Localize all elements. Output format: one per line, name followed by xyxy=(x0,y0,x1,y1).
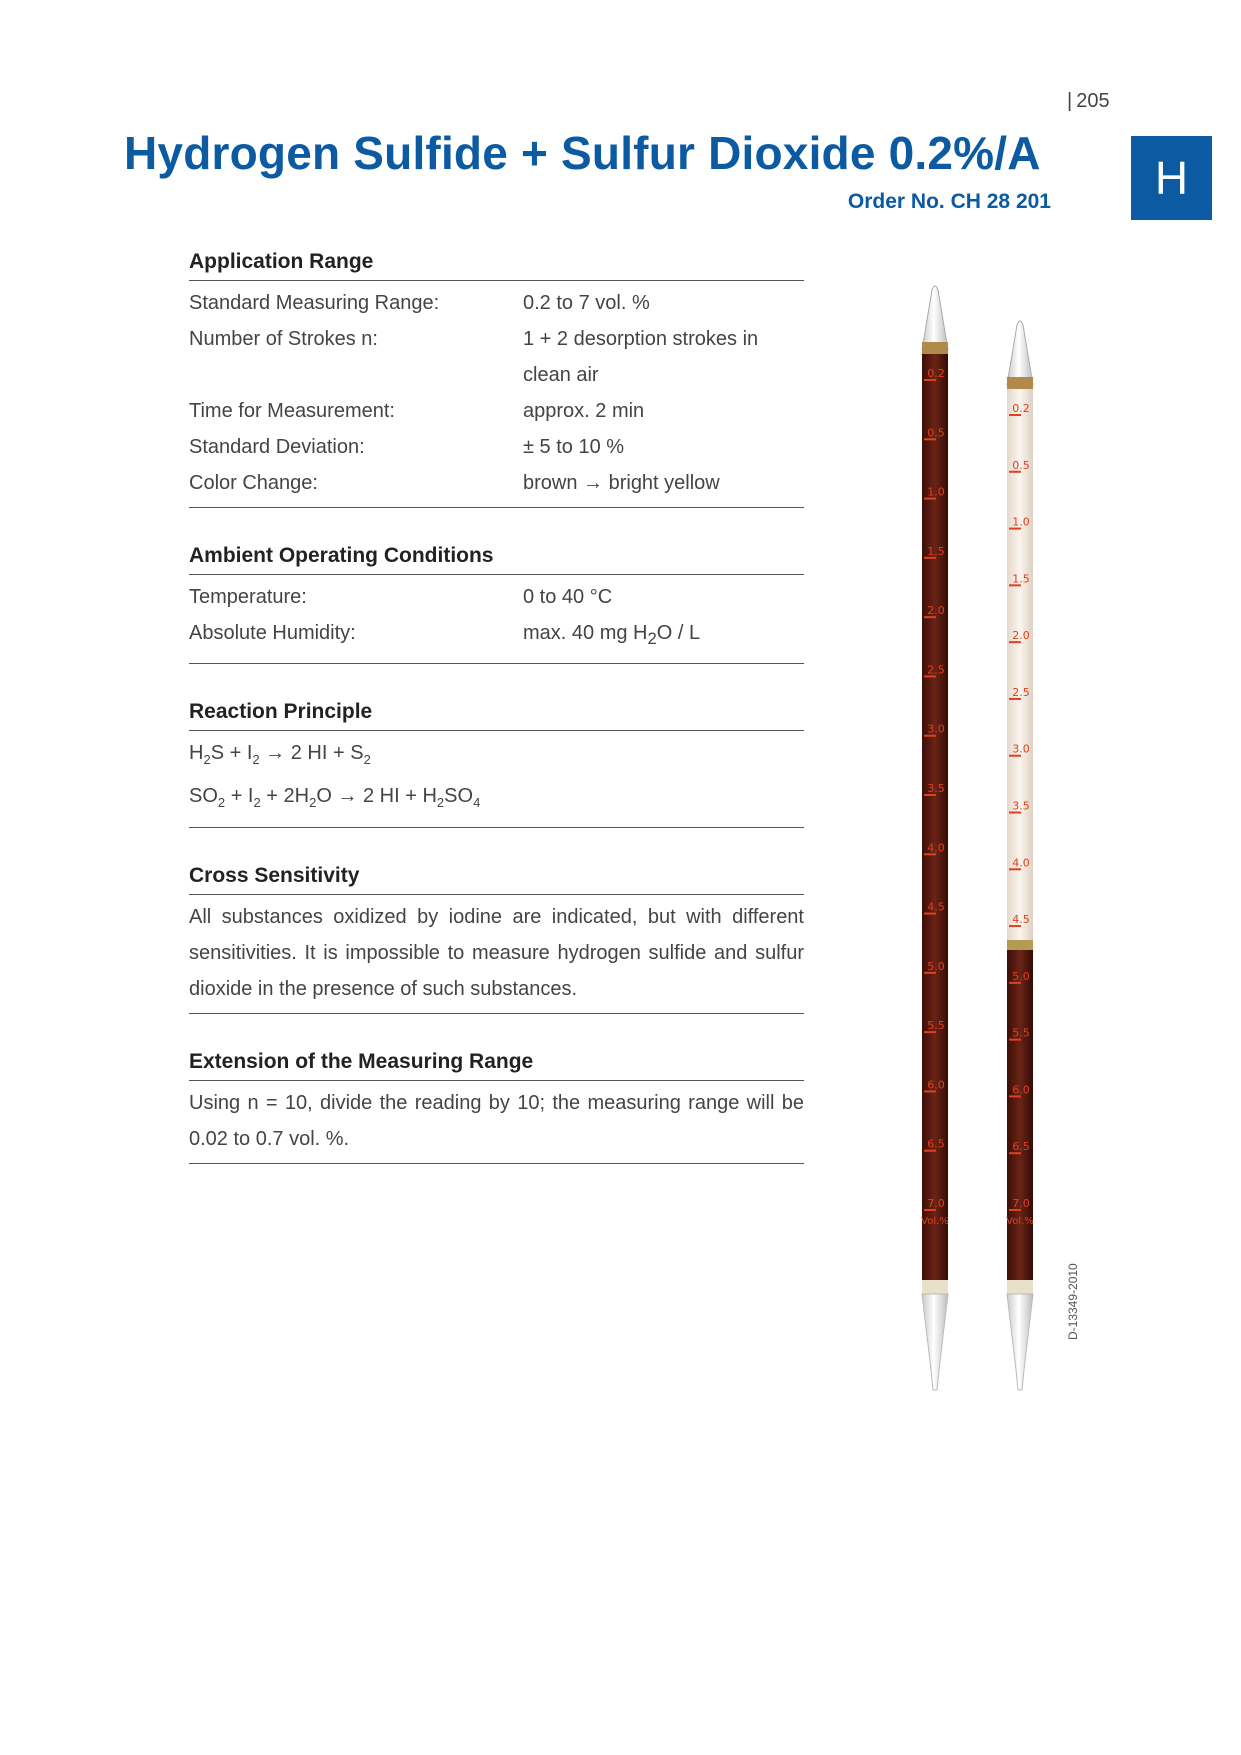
tube-tip xyxy=(1007,1294,1033,1390)
section-heading: Extension of the Measuring Range xyxy=(189,1050,804,1081)
tube-band xyxy=(922,342,948,354)
formula-subscript: 2 xyxy=(309,795,317,810)
tube-tip xyxy=(922,1294,948,1390)
scale-label: 4.0 xyxy=(927,841,945,855)
order-number: Order No. CH 28 201 xyxy=(847,190,1051,213)
detector-tubes-image xyxy=(880,280,1080,1560)
formula-text: H xyxy=(189,742,204,764)
scale-label: 5.5 xyxy=(1012,1026,1030,1040)
spec-value xyxy=(523,615,804,657)
scale-label: 2.0 xyxy=(1012,629,1030,643)
unused-detector-tube xyxy=(921,286,949,1390)
spec-value: 0 to 40 °C xyxy=(523,586,613,608)
ambient-conditions-table xyxy=(189,575,804,664)
scale-label: 0.5 xyxy=(1012,458,1030,472)
ambient-conditions-section xyxy=(189,544,804,664)
reaction-principle-section xyxy=(189,700,804,828)
spec-row xyxy=(189,321,804,393)
scale-label: 3.0 xyxy=(1012,742,1030,756)
scale-label: 6.5 xyxy=(1012,1140,1030,1154)
spec-label: Number of Strokes n: xyxy=(189,328,378,350)
scale-label: 1.0 xyxy=(1012,515,1030,529)
spec-label: Absolute Humidity: xyxy=(189,622,356,644)
detector-tubes-illustration xyxy=(880,280,1080,1560)
spec-row xyxy=(189,285,804,321)
page-number-separator: | xyxy=(1067,90,1073,112)
scale-label: 4.5 xyxy=(1012,913,1030,927)
formula-subscript: 2 xyxy=(217,795,226,810)
scale-label: 1.5 xyxy=(1012,572,1030,586)
scale-label: 1.5 xyxy=(927,544,945,558)
formula-text: + I xyxy=(225,785,254,807)
scale-unit: Vol.% xyxy=(1006,1216,1034,1227)
spec-value: 1 + 2 desorption strokes in clean air xyxy=(523,328,759,386)
formula-subscript: 2 xyxy=(252,752,260,767)
formula-subscript: 2 xyxy=(253,795,261,810)
section-heading: Cross Sensitivity xyxy=(189,864,804,895)
scale-unit: Vol.% xyxy=(921,1216,949,1227)
spec-value: 0.2 to 7 vol. % xyxy=(523,292,650,314)
humidity-subscript: 2 xyxy=(647,629,657,648)
formula-text: + 2H xyxy=(260,785,310,807)
formula-text: → 2 HI + S xyxy=(259,742,364,764)
scale-label: 7.0 xyxy=(1012,1197,1030,1210)
extension-section xyxy=(189,1050,804,1164)
spec-value: ± 5 to 10 % xyxy=(523,436,625,458)
formula-subscript: 2 xyxy=(203,752,211,767)
cross-sensitivity-section xyxy=(189,864,804,1014)
scale-label: 6.0 xyxy=(1012,1083,1030,1097)
image-code: D-13349-2010 xyxy=(1066,1263,1080,1340)
formula-subscript: 2 xyxy=(436,795,445,810)
formula-subscript: 4 xyxy=(473,795,481,810)
section-heading: Reaction Principle xyxy=(189,700,804,731)
scale-label: 3.5 xyxy=(1012,799,1030,813)
spec-row xyxy=(189,465,804,501)
spec-value: approx. 2 min xyxy=(523,400,645,422)
formula-text: O → 2 HI + H xyxy=(316,785,437,807)
spec-row xyxy=(189,579,804,615)
spec-row xyxy=(189,429,804,465)
page-title: Hydrogen Sulfide + Sulfur Dioxide 0.2%/A xyxy=(124,127,1041,179)
humidity-text: O / L xyxy=(656,622,701,644)
scale-label: 3.5 xyxy=(927,782,945,795)
spec-label: Standard Measuring Range: xyxy=(189,292,440,314)
formula-subscript: 2 xyxy=(363,752,371,767)
scale-label: 2.5 xyxy=(927,663,945,677)
color-front xyxy=(1007,940,1033,950)
used-detector-tube xyxy=(1006,321,1034,1390)
section-tab-marker: H xyxy=(1131,136,1212,220)
scale-label: 1.0 xyxy=(927,485,945,499)
scale-label: 2.0 xyxy=(927,604,945,618)
scale-label: 0.2 xyxy=(1012,402,1030,415)
scale-label: 5.0 xyxy=(927,959,945,973)
scale-label: 4.5 xyxy=(927,900,945,914)
scale-label: 5.5 xyxy=(927,1019,945,1033)
spec-label: Time for Measurement: xyxy=(189,400,395,422)
spec-row xyxy=(189,393,804,429)
scale-label: 0.5 xyxy=(927,426,945,440)
spec-label: Temperature: xyxy=(189,586,307,608)
extension-text: Using n = 10, divide the reading by 10; the measuring range will be 0.02 to 0.7 vol. %. xyxy=(189,1092,804,1150)
scale-label: 3.0 xyxy=(927,722,945,736)
spec-content xyxy=(189,250,804,1200)
section-heading: Application Range xyxy=(189,250,804,281)
scale-label: 6.0 xyxy=(927,1078,945,1092)
reaction-equations xyxy=(189,731,804,828)
extension-body xyxy=(189,1081,804,1164)
page-number-value: 205 xyxy=(1076,90,1110,112)
page-number xyxy=(1067,90,1110,113)
formula-text: SO xyxy=(189,785,218,807)
reaction-equation-1 xyxy=(189,735,804,778)
application-range-table xyxy=(189,281,804,508)
spec-label: Standard Deviation: xyxy=(189,436,365,458)
reaction-equation-2 xyxy=(189,778,804,821)
scale-label: 6.5 xyxy=(927,1137,945,1151)
tube-tip xyxy=(922,286,948,350)
spec-row xyxy=(189,615,804,657)
cross-sensitivity-body xyxy=(189,895,804,1014)
tube-band xyxy=(1007,377,1033,389)
section-heading: Ambient Operating Conditions xyxy=(189,544,804,575)
cross-sensitivity-text: All substances oxidized by iodine are indicated, but with different sensitivities. It is impossible to measure hydrogen sulfide and sulfur dioxide in the presence of such substances. xyxy=(189,906,804,1000)
tube-plug xyxy=(1007,1280,1033,1294)
scale-label: 4.0 xyxy=(1012,856,1030,870)
spec-value: brown → bright yellow xyxy=(523,472,720,494)
scale-label: 2.5 xyxy=(1012,685,1030,699)
tube-plug xyxy=(922,1280,948,1294)
scale-label: 7.0 xyxy=(927,1197,945,1210)
application-range-section xyxy=(189,250,804,508)
scale-label: 0.2 xyxy=(927,367,945,380)
formula-text: SO xyxy=(444,785,474,807)
formula-text: S + I xyxy=(210,742,253,764)
scale-label: 5.0 xyxy=(1012,969,1030,983)
tube-tip xyxy=(1007,321,1033,385)
humidity-text: max. 40 mg H xyxy=(523,622,648,644)
reagent-zone xyxy=(1007,950,1033,1280)
spec-label: Color Change: xyxy=(189,472,318,494)
